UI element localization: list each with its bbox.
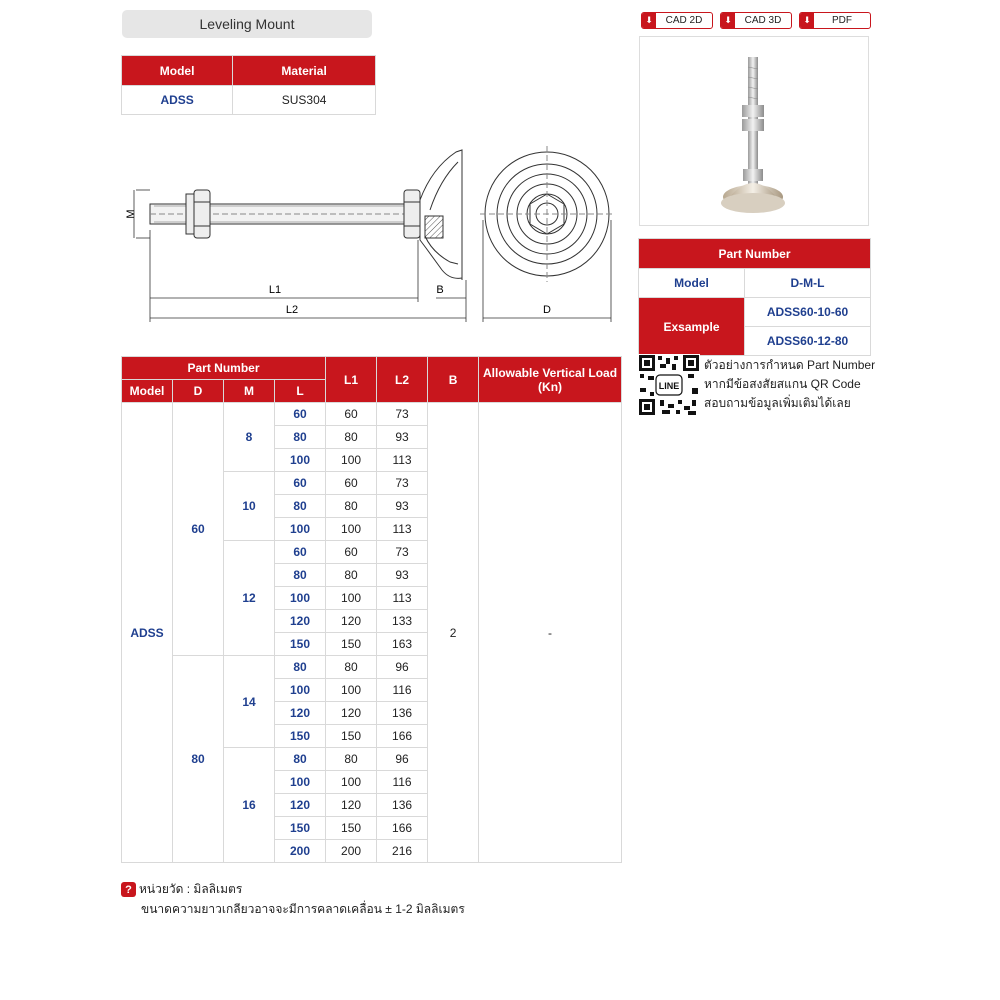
top-view (480, 146, 614, 282)
cell-m: 16 (224, 748, 275, 863)
cell-l1: 150 (326, 633, 377, 656)
cell-l: 80 (275, 748, 326, 771)
part-number-title: Part Number (639, 239, 871, 269)
cell-l1: 200 (326, 840, 377, 863)
dim-b-label: B (436, 284, 444, 296)
side-view (150, 150, 462, 280)
cell-m: 14 (224, 656, 275, 748)
technical-drawing (120, 140, 620, 325)
spec-header-l: L (275, 380, 326, 403)
qr-line-3: สอบถามข้อมูลเพิ่มเติมได้เลย (704, 396, 851, 410)
question-icon: ? (121, 882, 136, 897)
cell-l2: 116 (377, 679, 428, 702)
cell-l2: 73 (377, 472, 428, 495)
cell-l2: 73 (377, 541, 428, 564)
cell-l1: 100 (326, 771, 377, 794)
cell-b: 2 (428, 403, 479, 863)
cell-l2: 113 (377, 587, 428, 610)
cell-l: 150 (275, 633, 326, 656)
cell-d: 80 (173, 656, 224, 863)
pn-example-label: Exsample (639, 298, 745, 356)
cell-l1: 120 (326, 794, 377, 817)
cell-l: 120 (275, 610, 326, 633)
dim-l1-label: L1 (268, 284, 282, 296)
cell-l: 60 (275, 472, 326, 495)
cell-l2: 166 (377, 725, 428, 748)
cell-l: 100 (275, 679, 326, 702)
cell-m: 8 (224, 403, 275, 472)
cell-l2: 96 (377, 656, 428, 679)
download-buttons (641, 12, 871, 29)
cell-l: 80 (275, 495, 326, 518)
cell-l: 100 (275, 518, 326, 541)
cell-l1: 100 (326, 449, 377, 472)
cell-l2: 166 (377, 817, 428, 840)
cell-l2: 93 (377, 564, 428, 587)
cell-l2: 73 (377, 403, 428, 426)
material-table (121, 55, 376, 115)
cell-l1: 100 (326, 679, 377, 702)
spec-header-l1: L1 (326, 357, 377, 403)
cell-l1: 80 (326, 748, 377, 771)
download-icon: ⬇ (721, 13, 735, 28)
material-value: SUS304 (233, 86, 376, 115)
table-row (122, 403, 622, 426)
download-icon: ⬇ (800, 13, 814, 28)
cell-m: 12 (224, 541, 275, 656)
cell-l1: 80 (326, 426, 377, 449)
product-photo (639, 36, 869, 226)
cell-l: 80 (275, 564, 326, 587)
spec-header-b: B (428, 357, 479, 403)
cell-l1: 100 (326, 587, 377, 610)
cell-l2: 116 (377, 771, 428, 794)
spec-header-load: Allowable Vertical Load (Kn) (479, 357, 622, 403)
cell-l1: 120 (326, 610, 377, 633)
cell-l2: 96 (377, 748, 428, 771)
cell-l: 60 (275, 541, 326, 564)
pn-example-2: ADSS60-12-80 (745, 327, 871, 356)
cell-l: 60 (275, 403, 326, 426)
pn-model-value: D-M-L (745, 269, 871, 298)
leveling-mount-illustration (640, 37, 868, 225)
qr-line-2: หากมีข้อสงสัยสแกน QR Code (704, 377, 861, 391)
unit-note: หน่วยวัด : มิลลิเมตร (139, 882, 243, 896)
spec-header-m: M (224, 380, 275, 403)
cell-l2: 93 (377, 495, 428, 518)
cad-3d-label: CAD 3D (744, 15, 782, 26)
spec-table-body (122, 403, 622, 863)
cell-l2: 93 (377, 426, 428, 449)
notes (121, 879, 465, 919)
cell-l: 150 (275, 817, 326, 840)
cell-l: 120 (275, 702, 326, 725)
cell-l2: 113 (377, 518, 428, 541)
page-title: Leveling Mount (122, 10, 372, 38)
cell-l2: 136 (377, 702, 428, 725)
cell-l: 200 (275, 840, 326, 863)
material-header-material: Material (233, 56, 376, 86)
cell-model: ADSS (122, 403, 173, 863)
cell-l: 150 (275, 725, 326, 748)
cell-l: 120 (275, 794, 326, 817)
dim-m-label: M (125, 209, 137, 219)
cell-l2: 133 (377, 610, 428, 633)
line-qr-code[interactable] (638, 354, 700, 416)
cell-l1: 80 (326, 564, 377, 587)
cell-l1: 80 (326, 656, 377, 679)
cell-l2: 216 (377, 840, 428, 863)
cell-l: 100 (275, 771, 326, 794)
cell-l1: 60 (326, 541, 377, 564)
spec-header-d: D (173, 380, 224, 403)
qr-instructions (704, 356, 875, 413)
cell-d: 60 (173, 403, 224, 656)
cell-l: 100 (275, 587, 326, 610)
cad-2d-button[interactable] (641, 12, 713, 29)
pdf-button[interactable] (799, 12, 871, 29)
pdf-label: PDF (832, 15, 852, 26)
pn-example-1: ADSS60-10-60 (745, 298, 871, 327)
cad-3d-button[interactable] (720, 12, 792, 29)
download-icon: ⬇ (642, 13, 656, 28)
material-model: ADSS (122, 86, 233, 115)
spec-table (121, 356, 622, 863)
qr-line-label: LINE (658, 381, 680, 391)
cell-l2: 163 (377, 633, 428, 656)
dim-d-label: D (543, 304, 551, 316)
cell-l1: 60 (326, 403, 377, 426)
cell-l1: 100 (326, 518, 377, 541)
cad-2d-label: CAD 2D (665, 15, 703, 26)
cell-m: 10 (224, 472, 275, 541)
cell-l: 80 (275, 656, 326, 679)
spec-header-l2: L2 (377, 357, 428, 403)
cell-l: 100 (275, 449, 326, 472)
tolerance-note: ขนาดความยาวเกลียวอาจจะมีการคลาดเคลื่อน ± 1-2 มิลลิเมตร (141, 902, 465, 916)
cell-l1: 80 (326, 495, 377, 518)
cell-l1: 150 (326, 817, 377, 840)
cell-l2: 136 (377, 794, 428, 817)
cell-l2: 113 (377, 449, 428, 472)
qr-line-1: ตัวอย่างการกำหนด Part Number (704, 358, 876, 372)
material-header-model: Model (122, 56, 233, 86)
cell-load: - (479, 403, 622, 863)
cell-l1: 120 (326, 702, 377, 725)
spec-header-model: Model (122, 380, 173, 403)
part-number-table (638, 238, 871, 356)
cell-l1: 150 (326, 725, 377, 748)
dim-l2-label: L2 (285, 304, 299, 316)
cell-l1: 60 (326, 472, 377, 495)
pn-model-label: Model (639, 269, 745, 298)
spec-part-number-header: Part Number (122, 357, 326, 380)
cell-l: 80 (275, 426, 326, 449)
